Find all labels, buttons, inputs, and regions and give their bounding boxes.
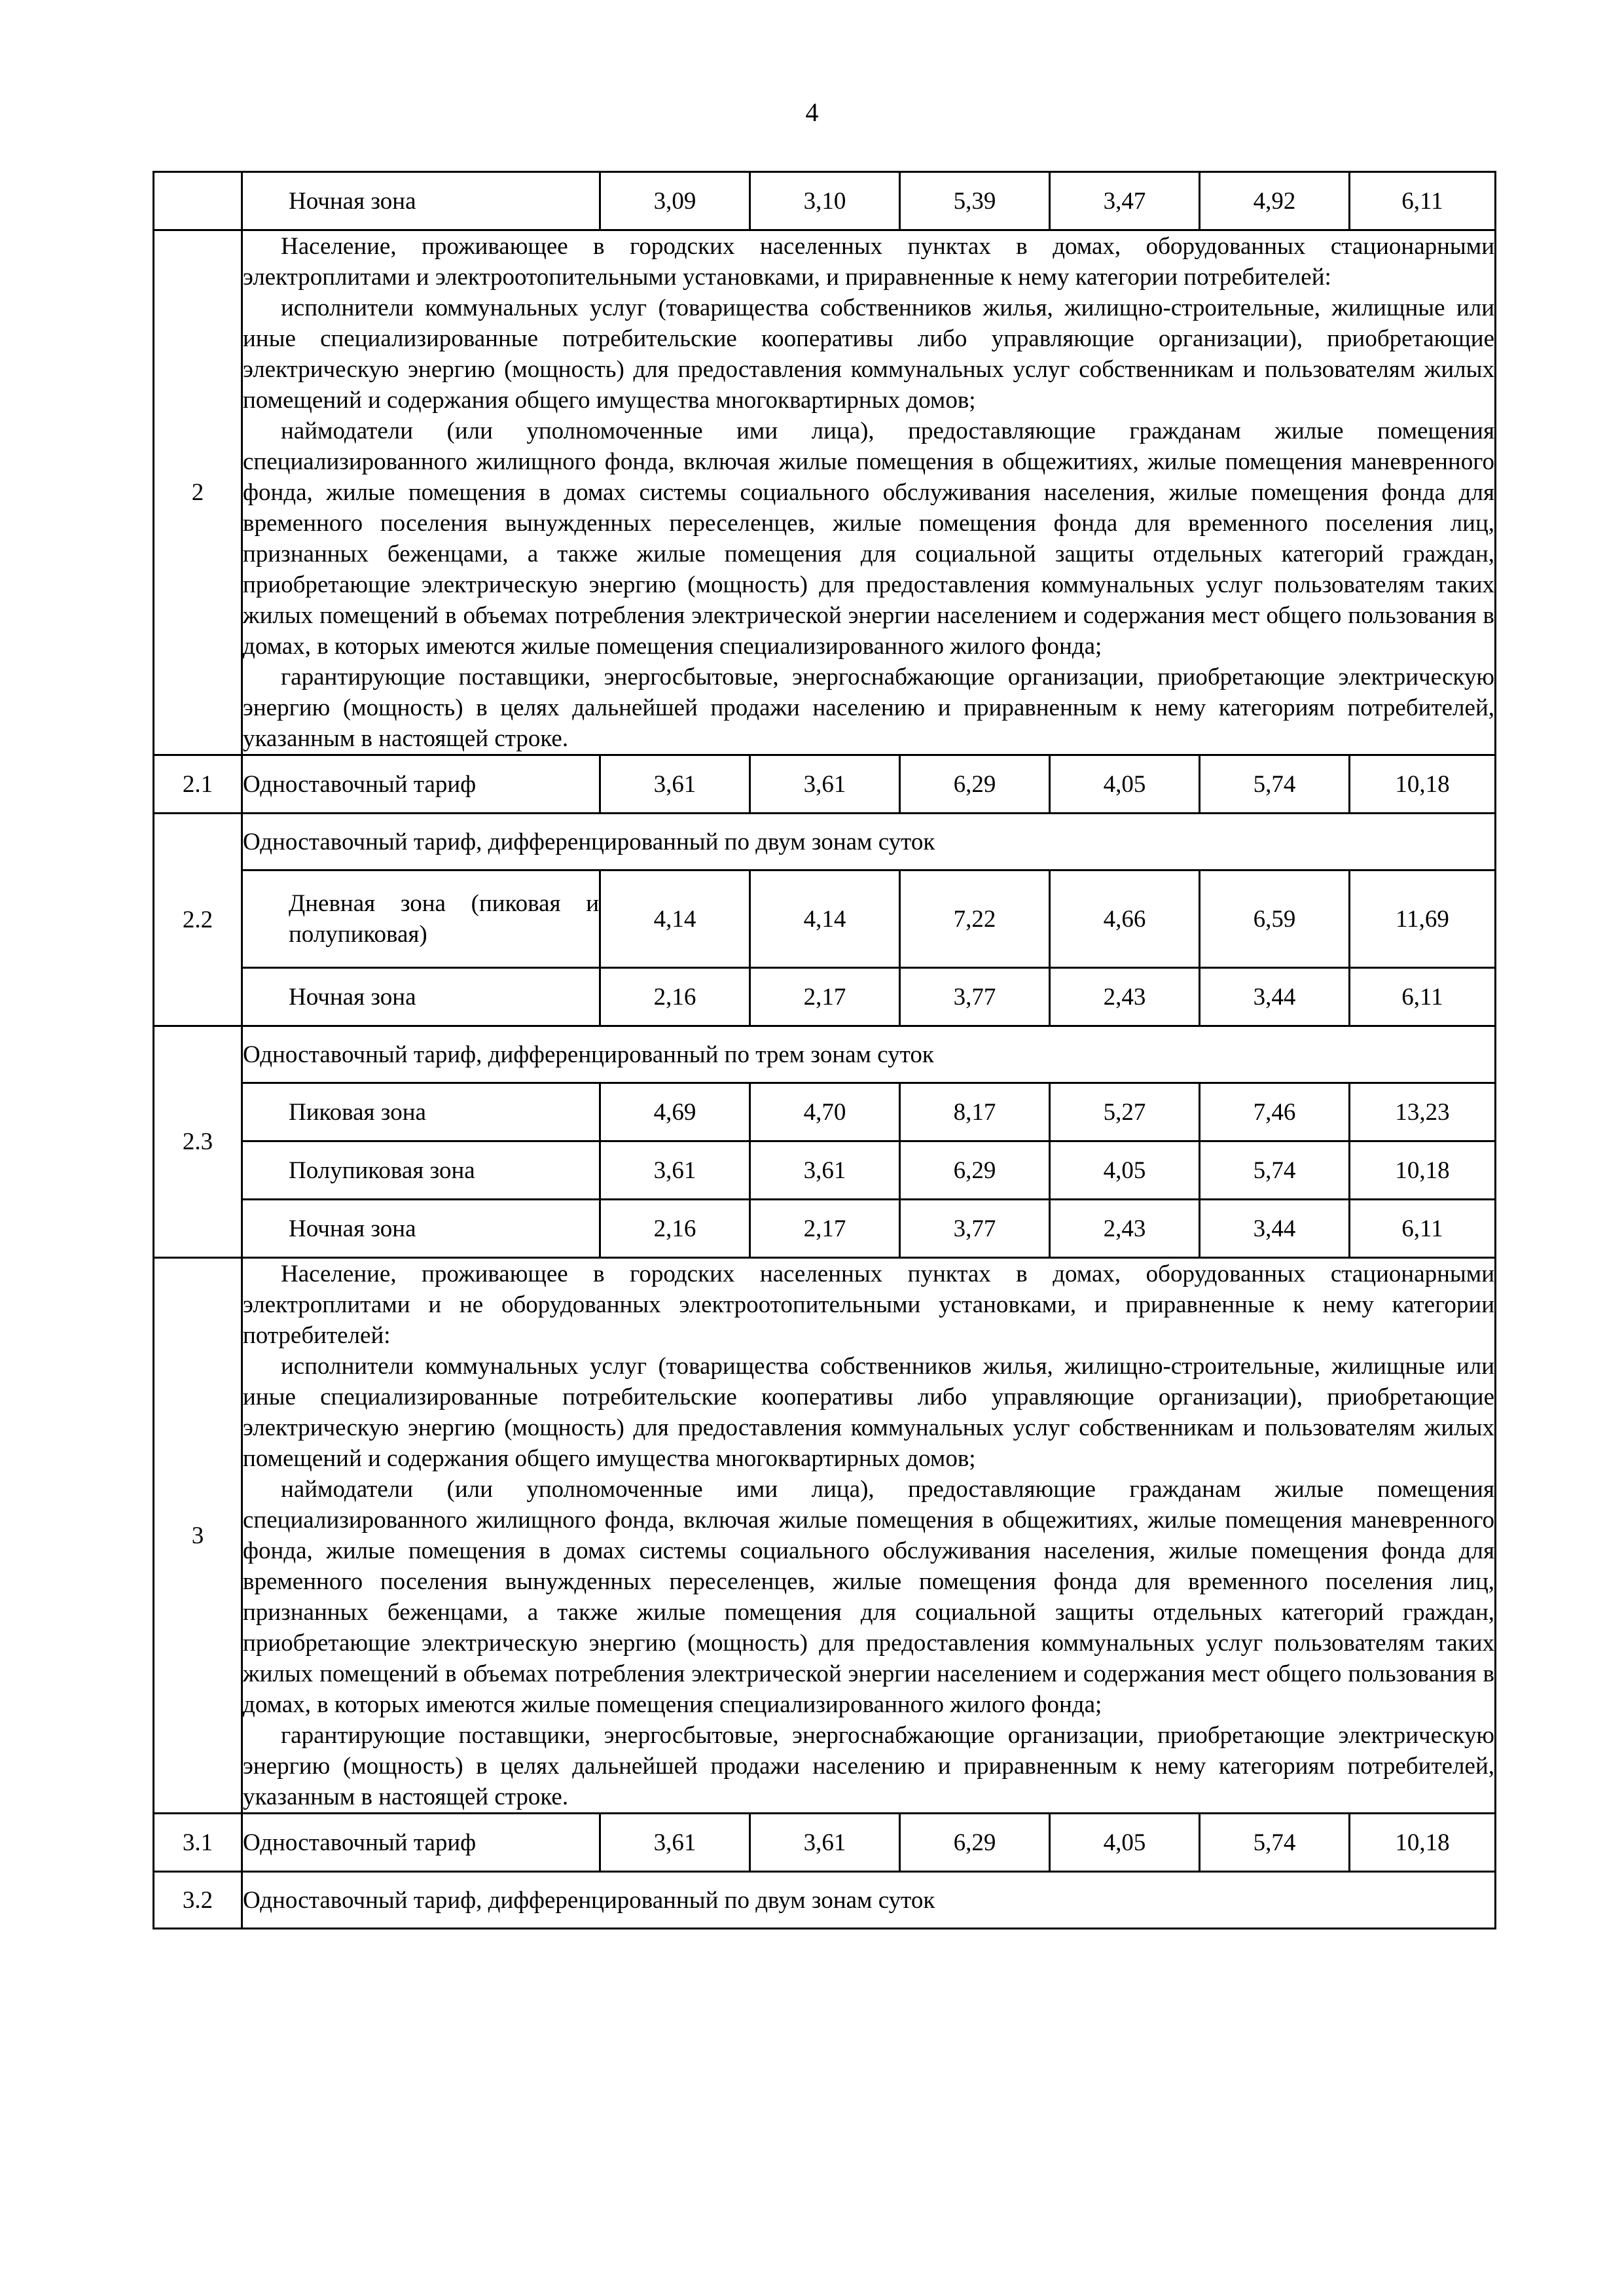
table-row	[154, 1083, 1496, 1141]
zone-label: Полупиковая зона	[242, 1141, 600, 1200]
tariff-value: 13,23	[1350, 1083, 1496, 1141]
tariff-value: 6,29	[900, 755, 1050, 814]
tariff-value: 4,66	[1050, 870, 1200, 968]
tariff-table	[153, 171, 1496, 1929]
tariff-value: 4,14	[750, 870, 900, 968]
tariff-value: 11,69	[1350, 870, 1496, 968]
tariff-value: 5,27	[1050, 1083, 1200, 1141]
table-row	[154, 755, 1496, 814]
tariff-value: 3,09	[600, 172, 750, 230]
tariff-value: 3,44	[1200, 968, 1350, 1026]
row-number-cell	[154, 172, 242, 230]
row-number: 2.2	[154, 814, 242, 1026]
subsection-title: Одноставочный тариф, дифференцированный по трем зонам суток	[242, 1026, 1496, 1083]
tariff-value: 4,69	[600, 1083, 750, 1141]
tariff-value: 4,70	[750, 1083, 900, 1141]
row-number: 2.1	[154, 755, 242, 814]
row-number: 3.1	[154, 1814, 242, 1872]
tariff-value: 5,74	[1200, 1141, 1350, 1200]
table-row	[154, 172, 1496, 230]
zone-label: Пиковая зона	[242, 1083, 600, 1141]
tariff-value: 3,10	[750, 172, 900, 230]
tariff-value: 2,17	[750, 1200, 900, 1258]
tariff-value: 10,18	[1350, 1814, 1496, 1872]
zone-label: Дневная зона (пиковая и полупиковая)	[242, 870, 600, 968]
tariff-value: 4,92	[1200, 172, 1350, 230]
tariff-value: 4,05	[1050, 755, 1200, 814]
tariff-value: 3,61	[600, 755, 750, 814]
tariff-value: 5,74	[1200, 755, 1350, 814]
tariff-value: 2,16	[600, 968, 750, 1026]
tariff-value: 4,05	[1050, 1141, 1200, 1200]
tariff-label: Одноставочный тариф	[242, 1814, 600, 1872]
table-row	[154, 1872, 1496, 1929]
tariff-value: 3,61	[600, 1141, 750, 1200]
description-paragraph: исполнители коммунальных услуг (товарищества собственников жилья, жилищно-строительные, жилищные или иные специализированные потребительские кооперативы либо управляющие организации), приобретающие электрическую энергию (мощность) для предоставления коммунальных услуг собственникам и пользователям жилых помещений и содержания общего имущества многоквартирных домов;	[243, 1353, 1494, 1472]
tariff-value: 2,43	[1050, 968, 1200, 1026]
tariff-value: 2,16	[600, 1200, 750, 1258]
description-paragraph: Население, проживающее в городских населенных пунктах в домах, оборудованных стационарными электроплитами и не оборудованных электроотопительными установками, и приравненные к нему категории потребителей:	[243, 1261, 1494, 1349]
zone-label: Ночная зона	[242, 1200, 600, 1258]
table-row	[154, 1200, 1496, 1258]
tariff-value: 4,05	[1050, 1814, 1200, 1872]
tariff-value: 7,22	[900, 870, 1050, 968]
tariff-value: 2,43	[1050, 1200, 1200, 1258]
tariff-value: 2,17	[750, 968, 900, 1026]
tariff-value: 6,59	[1200, 870, 1350, 968]
row-number: 2	[154, 230, 242, 755]
tariff-value: 3,77	[900, 1200, 1050, 1258]
table-row	[154, 814, 1496, 870]
tariff-value: 4,14	[600, 870, 750, 968]
group-description	[242, 1258, 1496, 1814]
subsection-title: Одноставочный тариф, дифференцированный по двум зонам суток	[242, 814, 1496, 870]
tariff-label: Одноставочный тариф	[242, 755, 600, 814]
tariff-value: 7,46	[1200, 1083, 1350, 1141]
description-paragraph: гарантирующие поставщики, энергосбытовые, энергоснабжающие организации, приобретающие электрическую энергию (мощность) в целях дальнейшей продажи населению и приравненным к нему категориям потребителей, указанным в настоящей строке.	[243, 664, 1494, 752]
description-paragraph: гарантирующие поставщики, энергосбытовые, энергоснабжающие организации, приобретающие электрическую энергию (мощность) в целях дальнейшей продажи населению и приравненным к нему категориям потребителей, указанным в настоящей строке.	[243, 1722, 1494, 1810]
table-row	[154, 1026, 1496, 1083]
tariff-value: 6,11	[1350, 1200, 1496, 1258]
description-paragraph: наймодатели (или уполномоченные ими лица), предоставляющие гражданам жилые помещения специализированного жилищного фонда, включая жилые помещения в общежитиях, жилые помещения маневренного фонда, жилые помещения в домах системы социального обслуживания населения, жилые помещения фонда для временного поселения вынужденных переселенцев, жилые помещения фонда для временного поселения лиц, признанных беженцами, а также жилые помещения для социальной защиты отдельных категорий граждан, приобретающие электрическую энергию (мощность) для предоставления коммунальных услуг пользователям таких жилых помещений в объемах потребления электрической энергии населением и содержания мест общего пользования в домах, в которых имеются жилые помещения специализированного жилого фонда;	[243, 418, 1494, 660]
subsection-title: Одноставочный тариф, дифференцированный по двум зонам суток	[242, 1872, 1496, 1929]
group-row	[154, 230, 1496, 755]
page-number: 4	[805, 98, 819, 127]
description-paragraph: Население, проживающее в городских населенных пунктах в домах, оборудованных стационарными электроплитами и электроотопительными установками, и приравненные к нему категории потребителей:	[243, 233, 1494, 291]
tariff-value: 10,18	[1350, 1141, 1496, 1200]
row-number: 2.3	[154, 1026, 242, 1258]
tariff-value: 5,74	[1200, 1814, 1350, 1872]
tariff-value: 3,44	[1200, 1200, 1350, 1258]
zone-label: Ночная зона	[242, 172, 600, 230]
tariff-value: 3,47	[1050, 172, 1200, 230]
table-row	[154, 1814, 1496, 1872]
tariff-value: 3,61	[750, 1141, 900, 1200]
description-paragraph: исполнители коммунальных услуг (товарищества собственников жилья, жилищно-строительные, жилищные или иные специализированные потребительские кооперативы либо управляющие организации), приобретающие электрическую энергию (мощность) для предоставления коммунальных услуг собственникам и пользователям жилых помещений и содержания общего имущества многоквартирных домов;	[243, 295, 1494, 414]
table-row	[154, 968, 1496, 1026]
row-number: 3	[154, 1258, 242, 1814]
table-row	[154, 870, 1496, 968]
tariff-value: 8,17	[900, 1083, 1050, 1141]
group-row	[154, 1258, 1496, 1814]
tariff-value: 5,39	[900, 172, 1050, 230]
tariff-value: 6,11	[1350, 968, 1496, 1026]
tariff-value: 3,61	[600, 1814, 750, 1872]
description-paragraph: наймодатели (или уполномоченные ими лица), предоставляющие гражданам жилые помещения специализированного жилищного фонда, включая жилые помещения в общежитиях, жилые помещения маневренного фонда, жилые помещения в домах системы социального обслуживания населения, жилые помещения фонда для временного поселения вынужденных переселенцев, жилые помещения фонда для временного поселения лиц, признанных беженцами, а также жилые помещения для социальной защиты отдельных категорий граждан, приобретающие электрическую энергию (мощность) для предоставления коммунальных услуг пользователям таких жилых помещений в объемах потребления электрической энергии населением и содержания мест общего пользования в домах, в которых имеются жилые помещения специализированного жилого фонда;	[243, 1476, 1494, 1718]
tariff-value: 10,18	[1350, 755, 1496, 814]
tariff-value: 6,29	[900, 1141, 1050, 1200]
tariff-value: 6,11	[1350, 172, 1496, 230]
tariff-value: 3,77	[900, 968, 1050, 1026]
zone-label: Ночная зона	[242, 968, 600, 1026]
group-description	[242, 230, 1496, 755]
table-row	[154, 1141, 1496, 1200]
row-number: 3.2	[154, 1872, 242, 1929]
tariff-value: 3,61	[750, 1814, 900, 1872]
tariff-value: 6,29	[900, 1814, 1050, 1872]
tariff-value: 3,61	[750, 755, 900, 814]
